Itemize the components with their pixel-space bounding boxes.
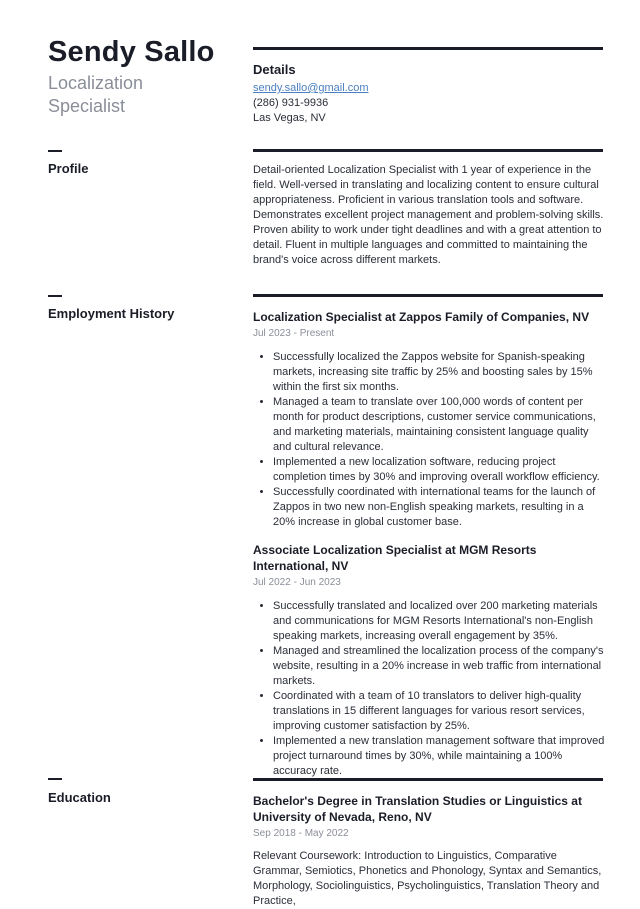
details-section [253, 62, 605, 126]
job-bullet: • Successfully localized the Zappos website for Spanish-speaking markets, increasing site traffic by 25% and boosting sales by 15% within the first six months. [273, 350, 605, 395]
job-bullet: • Managed and streamlined the localization process of the company's website, resulting in a 20% increase in web traffic from international markets. [273, 644, 605, 689]
job-dates: Jul 2022 - Jun 2023 [253, 577, 341, 588]
job-title: Associate Localization Specialist at MGM Resorts International, NV [253, 543, 537, 573]
job-bullets [253, 350, 605, 530]
details-heading: Details [253, 62, 296, 77]
job-title: Localization Specialist at Zappos Family of Companies, NV [253, 310, 590, 324]
phone-text: (286) 931-9936 [253, 97, 329, 109]
job-bullet: • Successfully coordinated with international teams for the launch of Zappos in two new non-English speaking markets, resulting in a 20% increase in global customer base. [273, 485, 605, 530]
profile-heading: Profile [48, 161, 89, 176]
profile-divider [253, 149, 603, 152]
location-text: Las Vegas, NV [253, 112, 326, 124]
education-dash [48, 778, 62, 780]
employment-dash [48, 295, 62, 297]
education-divider [253, 778, 603, 781]
education-heading: Education [48, 790, 111, 805]
coursework-text: Relevant Coursework: Introduction to Linguistics, Comparative Grammar, Semiotics, Phonetics and Phonology, Syntax and Semantics, Morphology, Sociolinguistics, Psycholinguistics, Translation Theory and Practice, [253, 850, 602, 907]
job-bullet: • Coordinated with a team of 10 translators to deliver high-quality translations in 15 different languages for various resort services, improving customer satisfaction by 25%. [273, 689, 605, 734]
job-entry [253, 309, 605, 530]
job-entry [253, 542, 605, 779]
education-dates: Sep 2018 - May 2022 [253, 828, 349, 839]
job-bullets [253, 599, 605, 779]
details-divider [253, 47, 603, 50]
education-entry [253, 793, 605, 909]
job-bullet: • Managed a team to translate over 100,000 words of content per month for product descriptions, customer service communications, and marketing materials, maintaining consistent language quality and cultural relevance. [273, 395, 605, 455]
job-bullet: • Successfully translated and localized over 200 marketing materials and communications for MGM Resorts International's non-English speaking markets, increasing overall engagement by 35%. [273, 599, 605, 644]
employment-heading: Employment History [48, 306, 175, 321]
employment-list [253, 309, 605, 779]
profile-dash [48, 150, 62, 152]
employment-divider [253, 294, 603, 297]
candidate-title: Localization Specialist [48, 73, 144, 116]
profile-text: Detail-oriented Localization Specialist with 1 year of experience in the field. Well-versed in translating and localizing content to ensure cultural appropriateness. Proficient in various translation tools and software. Demonstrates excellent project management and problem-solving skills. Proven ability to work under tight deadlines and with a great attention to detail. Fluent in multiple languages and committed to maintaining the brand's voice across different markets. [253, 164, 604, 266]
job-dates: Jul 2023 - Present [253, 328, 335, 339]
candidate-name: Sendy Sallo [48, 36, 215, 68]
job-bullet: • Implemented a new localization software, reducing project completion times by 30% and improving overall workflow efficiency. [273, 455, 605, 485]
degree-title: Bachelor's Degree in Translation Studies or Linguistics at University of Nevada, Reno, NV [253, 794, 582, 824]
job-bullet: • Implemented a new translation management software that improved project turnaround times by 30%, while maintaining a 100% accuracy rate. [273, 734, 605, 779]
email-link[interactable]: sendy.sallo@gmail.com [253, 82, 369, 94]
